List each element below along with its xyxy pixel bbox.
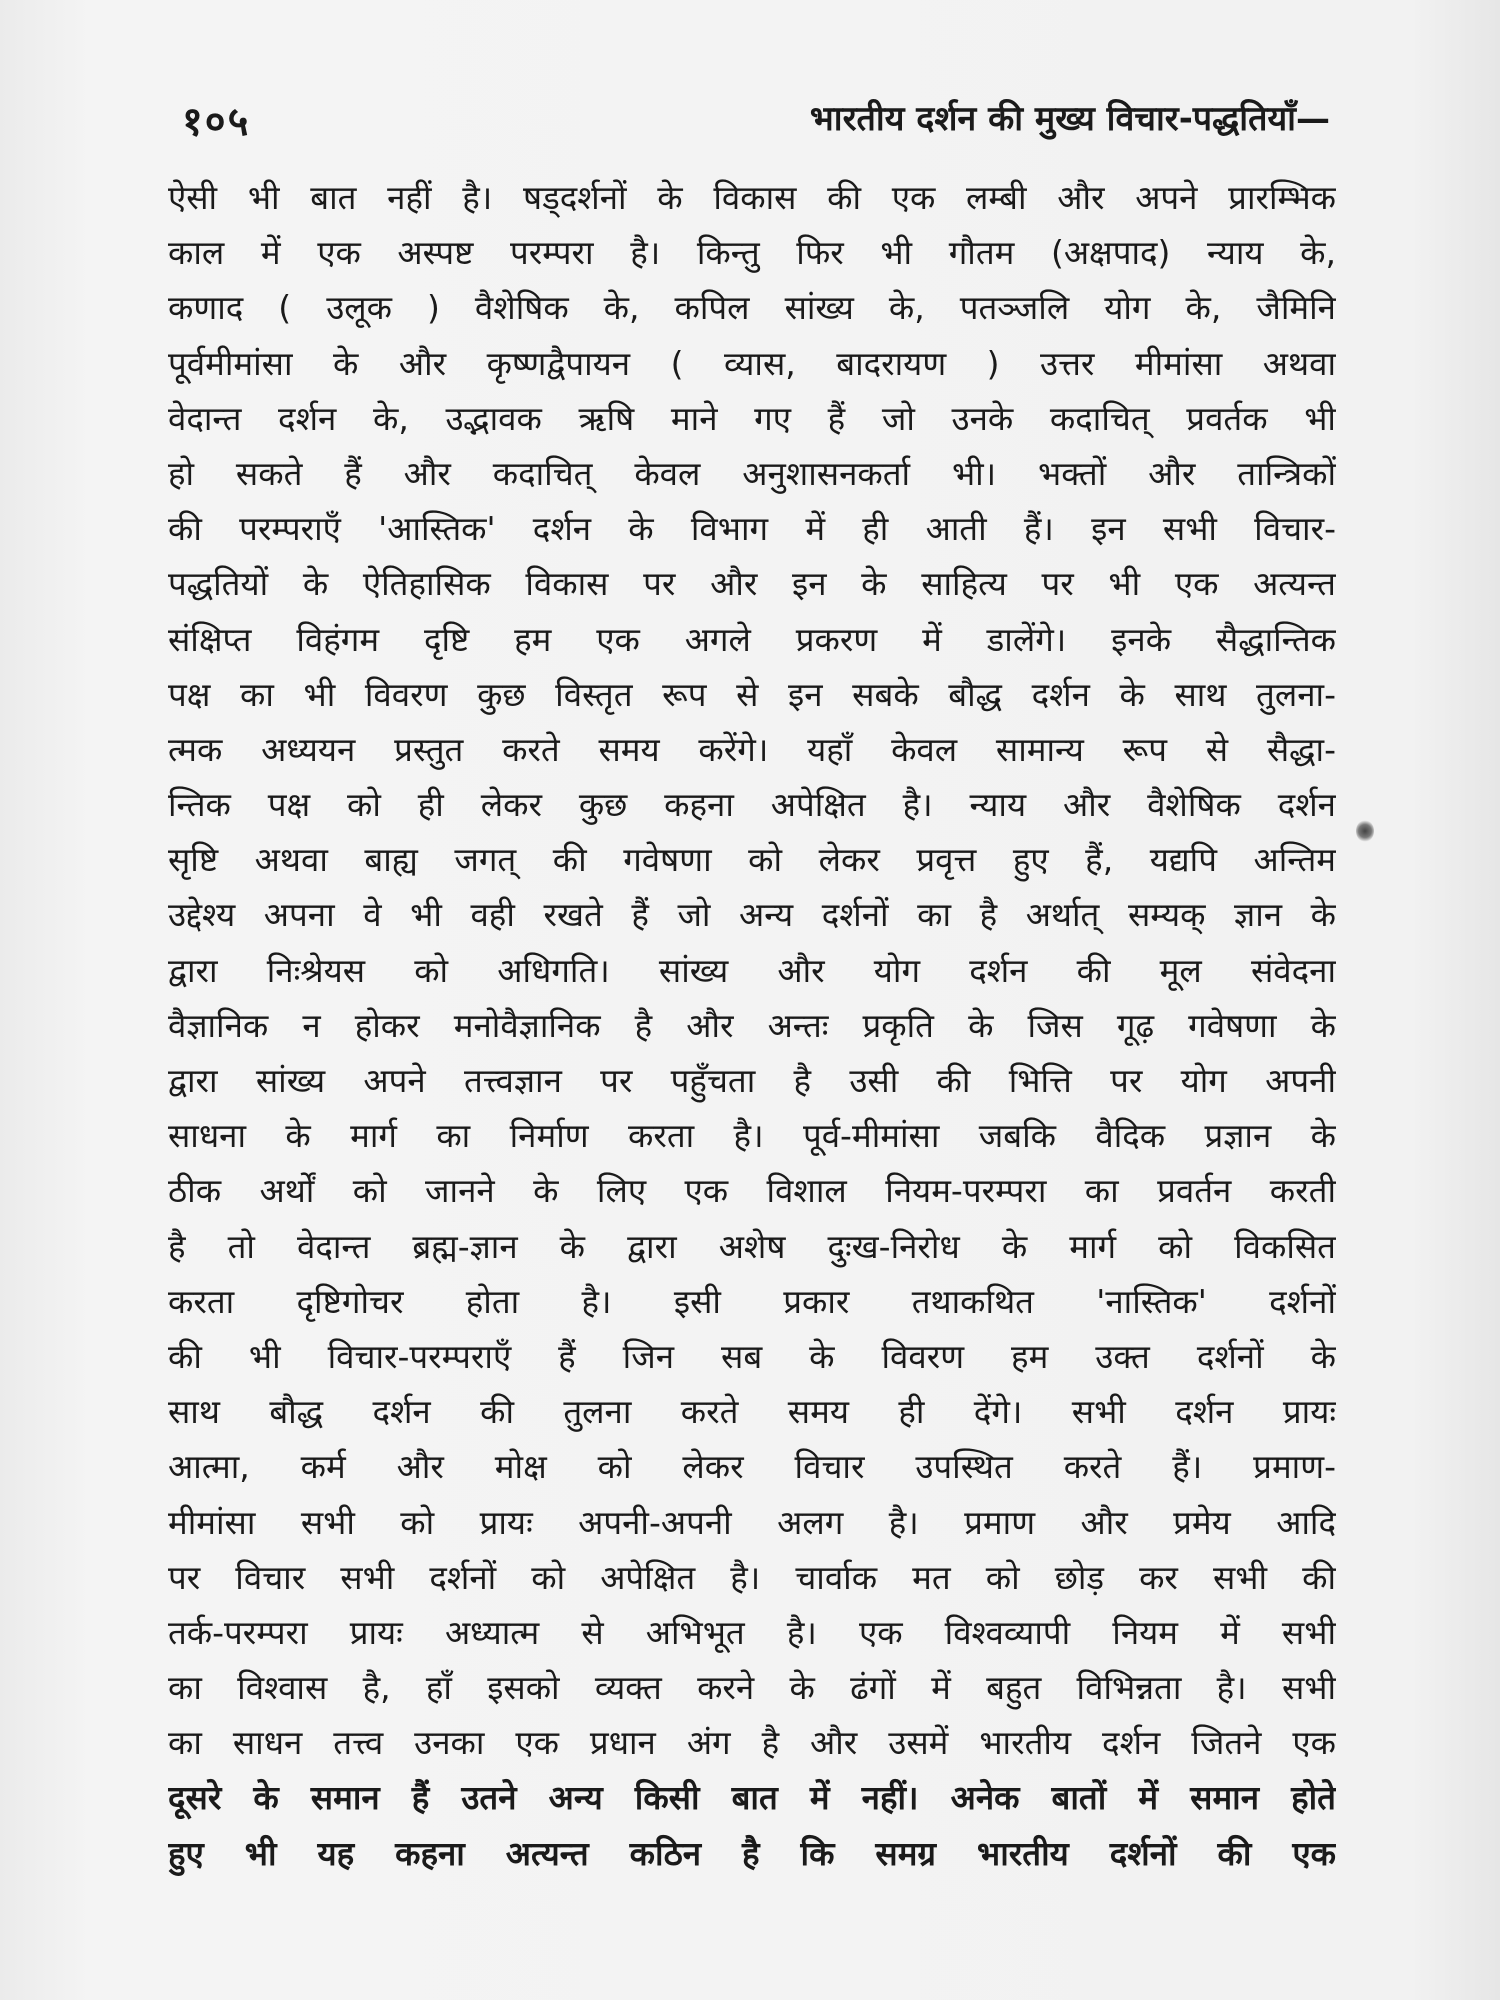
text-line: तर्क-परम्परा प्रायः अध्यात्म से अभिभूत है। एक विश्वव्यापी नियम में सभी: [168, 1612, 1336, 1652]
text-line: आत्मा, कर्म और मोक्ष को लेकर विचार उपस्थित करते हैं। प्रमाण-: [168, 1447, 1336, 1487]
text-line: दूसरे के समान हैं उतने अन्य किसी बात में नहीं। अनेक बातों में समान होते: [168, 1778, 1336, 1818]
text-line: पद्धतियों के ऐतिहासिक विकास पर और इन के साहित्य पर भी एक अत्यन्त: [168, 564, 1336, 604]
page-number: १०५: [182, 99, 251, 145]
text-line: करता दृष्टिगोचर होता है। इसी प्रकार तथाकथित 'नास्तिक' दर्शनों: [168, 1281, 1336, 1321]
text-line: सृष्टि अथवा बाह्य जगत् की गवेषणा को लेकर प्रवृत्त हुए हैं, यद्यपि अन्तिम: [168, 840, 1336, 880]
text-line: ठीक अर्थों को जानने के लिए एक विशाल नियम-परम्परा का प्रवर्तन करती: [168, 1171, 1336, 1211]
text-line: मीमांसा सभी को प्रायः अपनी-अपनी अलग है। प्रमाण और प्रमेय आदि: [168, 1502, 1336, 1542]
text-line: हुए भी यह कहना अत्यन्त कठिन है कि समग्र भारतीय दर्शनों की एक: [168, 1833, 1336, 1873]
text-line: साथ बौद्ध दर्शन की तुलना करते समय ही देंगे। सभी दर्शन प्रायः: [168, 1392, 1336, 1432]
text-line: संक्षिप्त विहंगम दृष्टि हम एक अगले प्रकरण में डालेंगे। इनके सैद्धान्तिक: [168, 619, 1336, 659]
text-line: का विश्वास है, हाँ इसको व्यक्त करने के ढंगों में बहुत विभिन्नता है। सभी: [168, 1668, 1336, 1708]
text-line: काल में एक अस्पष्ट परम्परा है। किन्तु फिर भी गौतम (अक्षपाद) न्याय के,: [168, 233, 1336, 273]
text-line: उद्देश्य अपना वे भी वही रखते हैं जो अन्य दर्शनों का है अर्थात् सम्यक् ज्ञान के: [168, 895, 1336, 935]
text-line: का साधन तत्त्व उनका एक प्रधान अंग है और उसमें भारतीय दर्शन जितने एक: [168, 1723, 1336, 1763]
text-line: ऐसी भी बात नहीं है। षड्दर्शनों के विकास की एक लम्बी और अपने प्रारम्भिक: [168, 178, 1336, 217]
text-line: साधना के मार्ग का निर्माण करता है। पूर्व-मीमांसा जबकि वैदिक प्रज्ञान के: [168, 1116, 1336, 1156]
page-header: [170, 92, 1330, 152]
body-text: [168, 170, 1336, 1881]
text-line: त्मक अध्ययन प्रस्तुत करते समय करेंगे। यहाँ केवल सामान्य रूप से सैद्धा-: [168, 729, 1336, 769]
text-line: न्तिक पक्ष को ही लेकर कुछ कहना अपेक्षित है। न्याय और वैशेषिक दर्शन: [168, 785, 1336, 825]
text-line: द्वारा सांख्य अपने तत्त्वज्ञान पर पहुँचता है उसी की भित्ति पर योग अपनी: [168, 1061, 1336, 1100]
text-line: है तो वेदान्त ब्रह्म-ज्ञान के द्वारा अशेष दुःख-निरोध के मार्ग को विकसित: [168, 1226, 1336, 1266]
text-line: की परम्पराएँ 'आस्तिक' दर्शन के विभाग में ही आती हैं। इन सभी विचार-: [168, 509, 1336, 549]
ink-smudge: [1356, 820, 1374, 842]
text-line: द्वारा निःश्रेयस को अधिगति। सांख्य और योग दर्शन की मूल संवेदना: [168, 950, 1336, 990]
text-line: की भी विचार-परम्पराएँ हैं जिन सब के विवरण हम उक्त दर्शनों के: [168, 1336, 1336, 1376]
text-line: पूर्वमीमांसा के और कृष्णद्वैपायन ( व्यास, बादरायण ) उत्तर मीमांसा अथवा: [168, 343, 1336, 383]
text-line: पक्ष का भी विवरण कुछ विस्तृत रूप से इन सबके बौद्ध दर्शन के साथ तुलना-: [168, 674, 1336, 714]
text-line: हो सकते हैं और कदाचित् केवल अनुशासनकर्ता भी। भक्तों और तान्त्रिकों: [168, 453, 1336, 493]
text-line: कणाद ( उलूक ) वैशेषिक के, कपिल सांख्य के, पतञ्जलि योग के, जैमिनि: [168, 288, 1336, 328]
text-line: वेदान्त दर्शन के, उद्भावक ऋषि माने गए हैं जो उनके कदाचित् प्रवर्तक भी: [168, 398, 1336, 438]
text-line: वैज्ञानिक न होकर मनोवैज्ञानिक है और अन्तः प्रकृति के जिस गूढ़ गवेषणा के: [168, 1005, 1336, 1045]
running-head: भारतीय दर्शन की मुख्य विचार-पद्धतियाँ—: [809, 99, 1330, 139]
text-line: पर विचार सभी दर्शनों को अपेक्षित है। चार्वाक मत को छोड़ कर सभी की: [168, 1557, 1336, 1597]
